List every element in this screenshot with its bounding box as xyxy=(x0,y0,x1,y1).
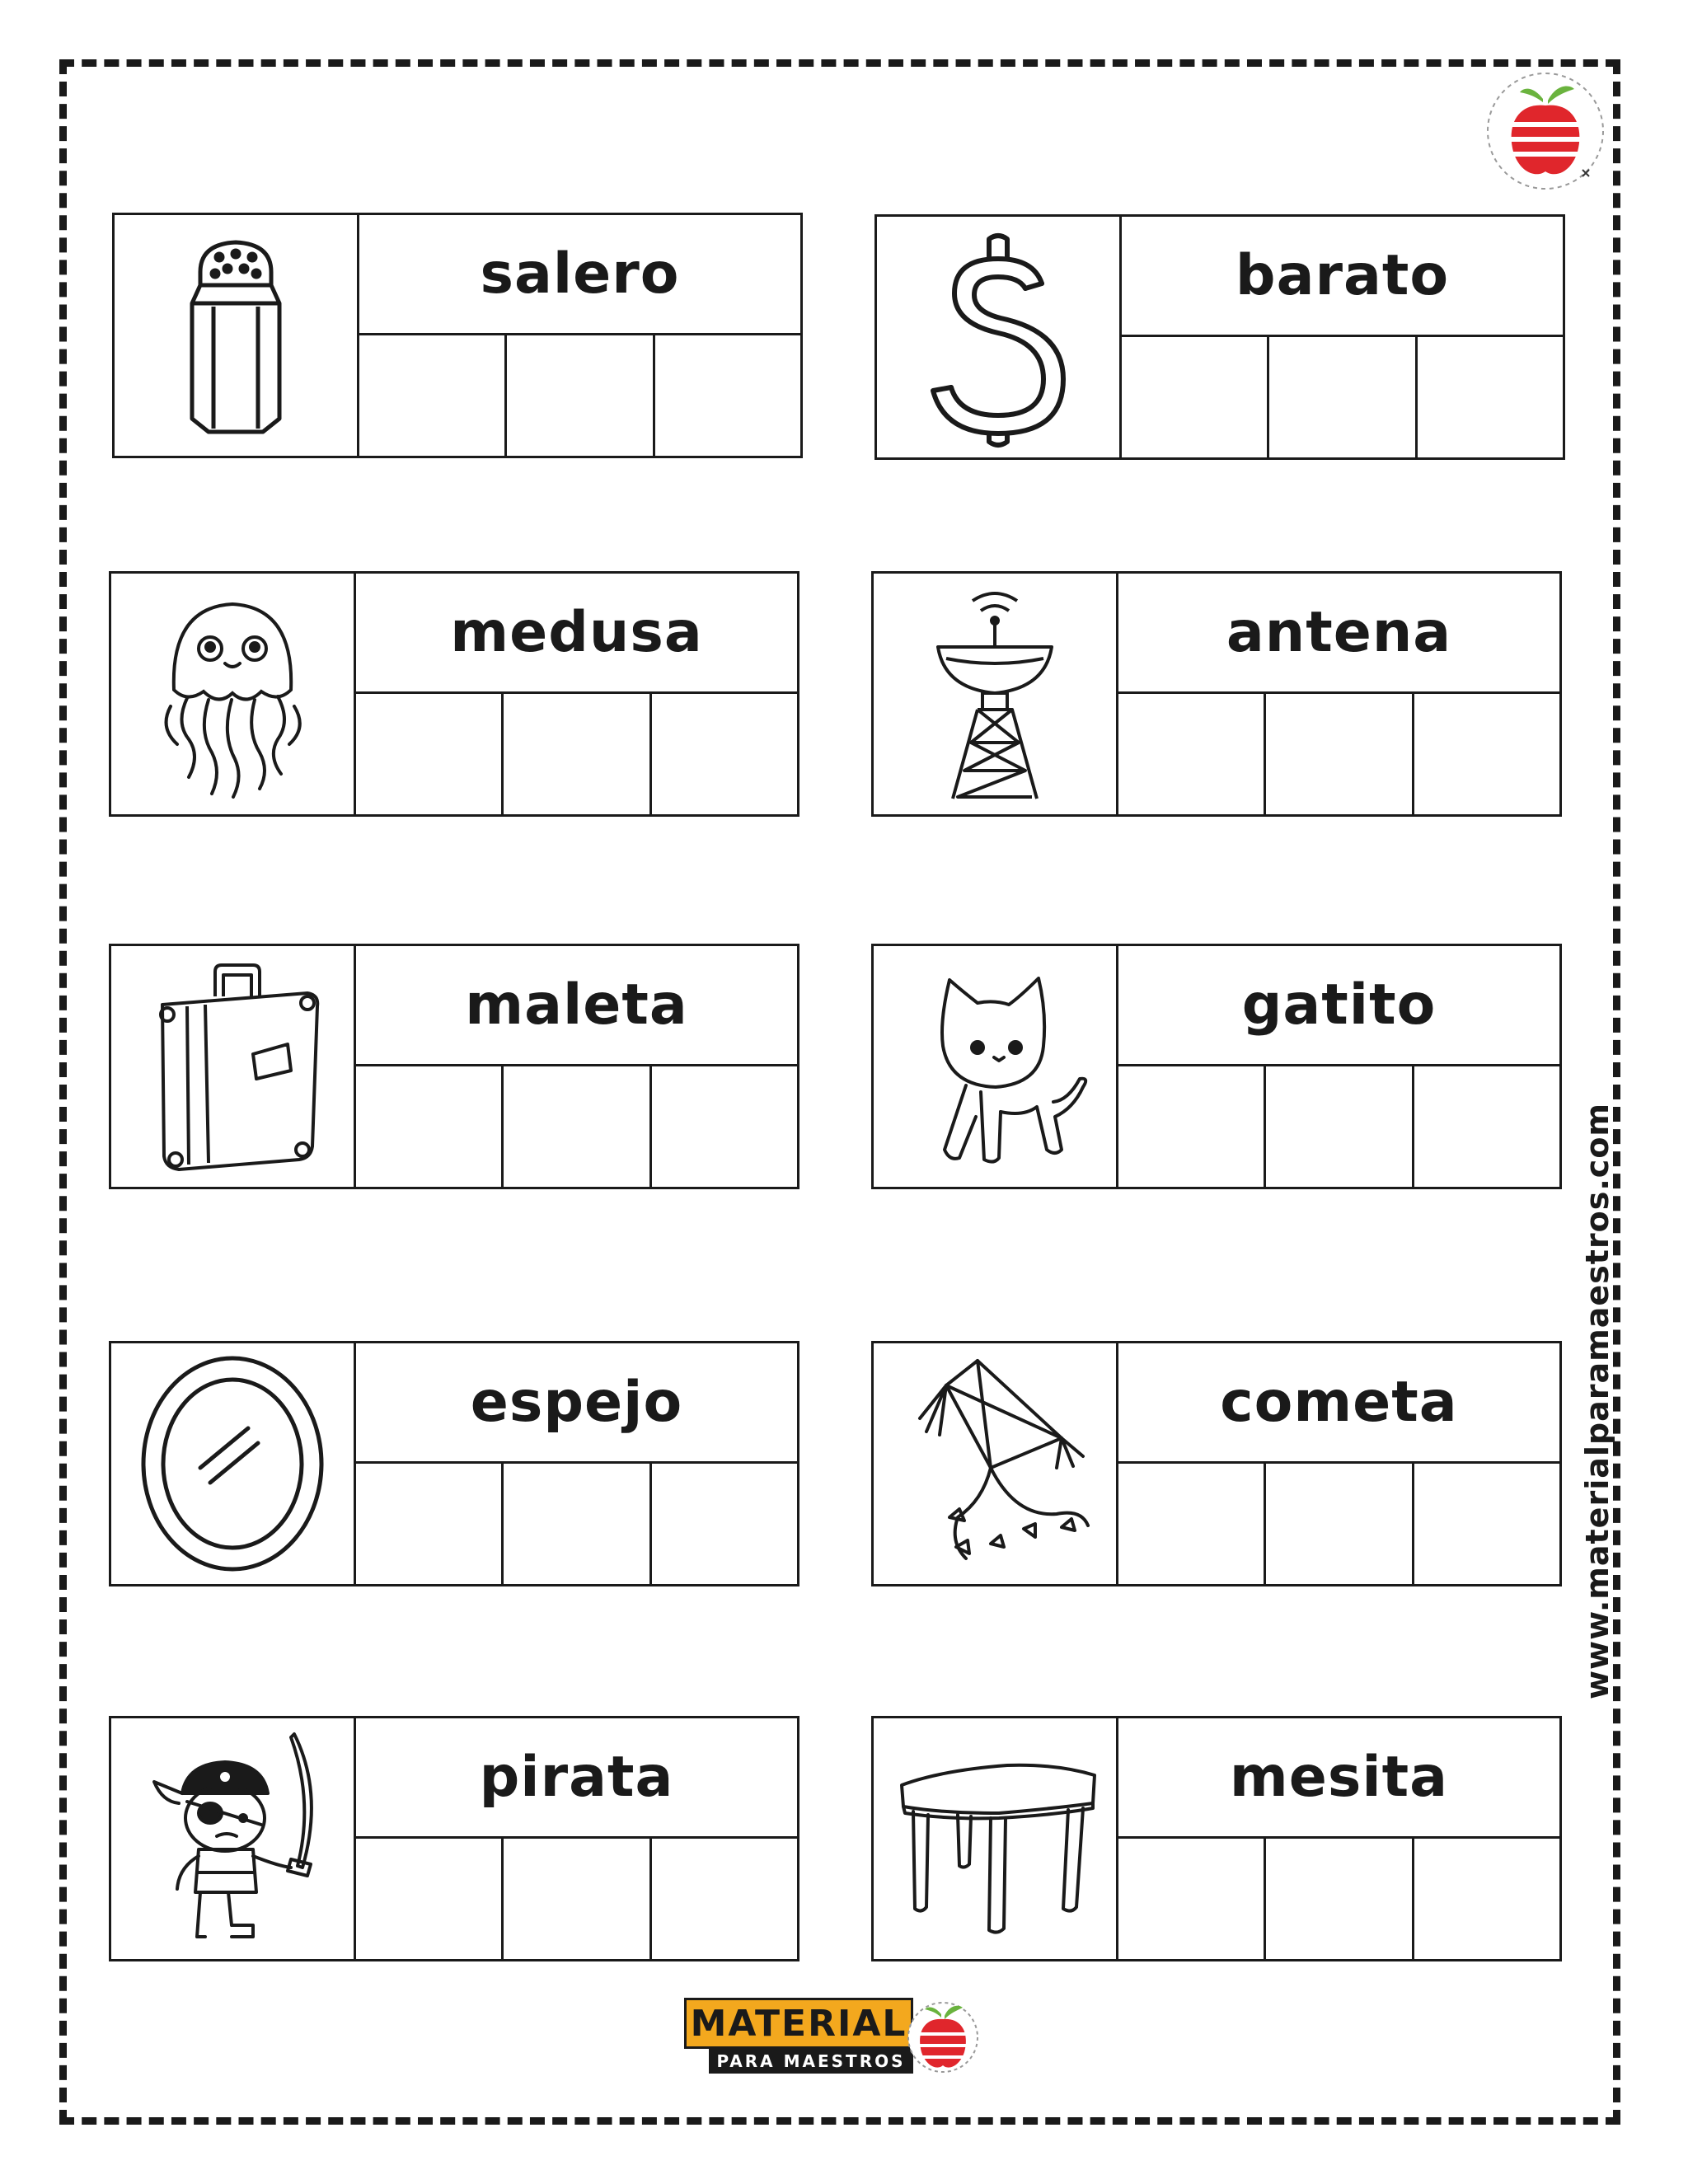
brand-logo xyxy=(684,1994,981,2077)
card-word: pirata xyxy=(479,1745,674,1810)
syllable-boxes xyxy=(1118,694,1559,814)
syllable-box[interactable] xyxy=(1118,1464,1266,1584)
word-card-medusa xyxy=(109,571,799,817)
card-word: cometa xyxy=(1220,1370,1458,1435)
picture-cell xyxy=(874,946,1118,1187)
card-word: barato xyxy=(1235,243,1450,308)
word-card-espejo xyxy=(109,1341,799,1586)
syllable-box[interactable] xyxy=(1414,1464,1559,1584)
syllable-box[interactable] xyxy=(1414,694,1559,814)
kitten-icon xyxy=(892,955,1098,1178)
jellyfish-icon xyxy=(129,583,335,805)
card-word: gatito xyxy=(1241,972,1437,1038)
word-card-antena xyxy=(871,571,1562,817)
syllable-boxes xyxy=(1122,337,1563,457)
syllable-box[interactable] xyxy=(1118,1839,1266,1959)
antenna-icon xyxy=(892,583,1098,805)
syllable-box[interactable] xyxy=(652,1839,797,1959)
card-word: antena xyxy=(1226,600,1452,665)
syllable-box[interactable] xyxy=(356,1464,504,1584)
syllable-box[interactable] xyxy=(1418,337,1563,457)
card-word: mesita xyxy=(1229,1745,1449,1810)
word-label-row xyxy=(1118,946,1559,1066)
mirror-icon xyxy=(129,1352,335,1575)
syllable-box[interactable] xyxy=(504,694,651,814)
syllable-box[interactable] xyxy=(356,694,504,814)
card-word: salero xyxy=(480,241,680,307)
word-card-maleta xyxy=(109,944,799,1189)
kite-icon xyxy=(892,1352,1098,1575)
picture-cell xyxy=(111,574,356,814)
card-word: espejo xyxy=(470,1370,683,1435)
syllable-box[interactable] xyxy=(1118,1066,1266,1187)
brand-tagline: PARA MAESTROS xyxy=(709,2049,913,2074)
picture-cell xyxy=(111,1718,356,1959)
pirate-icon xyxy=(129,1727,335,1950)
syllable-box[interactable] xyxy=(652,694,797,814)
word-card-gatito xyxy=(871,944,1562,1189)
card-word: medusa xyxy=(450,600,703,665)
syllable-box[interactable] xyxy=(504,1839,651,1959)
brand-name: MATERIAL xyxy=(690,2002,907,2045)
salt-shaker-icon xyxy=(133,224,339,447)
syllable-box[interactable] xyxy=(1266,1464,1414,1584)
apple-logo-icon xyxy=(1484,69,1607,193)
syllable-boxes xyxy=(356,1839,797,1959)
word-card-barato xyxy=(874,214,1565,460)
syllable-box[interactable] xyxy=(652,1464,797,1584)
syllable-box[interactable] xyxy=(359,335,507,456)
syllable-boxes xyxy=(359,335,800,456)
table-icon xyxy=(892,1727,1098,1950)
word-label-row xyxy=(359,215,800,335)
picture-cell xyxy=(115,215,359,456)
syllable-box[interactable] xyxy=(356,1839,504,1959)
picture-cell xyxy=(111,946,356,1187)
syllable-box[interactable] xyxy=(504,1066,651,1187)
syllable-box[interactable] xyxy=(1266,1839,1414,1959)
apple-logo-icon xyxy=(905,1994,981,2077)
syllable-boxes xyxy=(356,1464,797,1584)
word-card-cometa xyxy=(871,1341,1562,1586)
word-card-salero xyxy=(112,213,803,458)
website-url: www.materialparamaestros.com xyxy=(1579,1102,1615,1700)
word-label-row xyxy=(1118,1718,1559,1839)
syllable-box[interactable] xyxy=(1122,337,1269,457)
word-label-row xyxy=(356,574,797,694)
syllable-box[interactable] xyxy=(652,1066,797,1187)
word-label-row xyxy=(1118,574,1559,694)
brand-name-plate xyxy=(684,1998,913,2049)
picture-cell xyxy=(874,574,1118,814)
syllable-boxes xyxy=(1118,1839,1559,1959)
card-word: maleta xyxy=(465,972,688,1038)
word-label-row xyxy=(356,1718,797,1839)
word-label-row xyxy=(356,946,797,1066)
syllable-box[interactable] xyxy=(356,1066,504,1187)
word-card-pirata xyxy=(109,1716,799,1961)
syllable-boxes xyxy=(356,694,797,814)
syllable-boxes xyxy=(1118,1464,1559,1584)
picture-cell xyxy=(874,1343,1118,1584)
word-label-row xyxy=(1122,217,1563,337)
syllable-box[interactable] xyxy=(655,335,800,456)
syllable-box[interactable] xyxy=(1118,694,1266,814)
syllable-boxes xyxy=(1118,1066,1559,1187)
word-card-mesita xyxy=(871,1716,1562,1961)
picture-cell xyxy=(874,1718,1118,1959)
picture-cell xyxy=(877,217,1122,457)
syllable-box[interactable] xyxy=(504,1464,651,1584)
suitcase-icon xyxy=(129,955,335,1178)
syllable-box[interactable] xyxy=(1269,337,1417,457)
word-label-row xyxy=(356,1343,797,1464)
picture-cell xyxy=(111,1343,356,1584)
syllable-boxes xyxy=(356,1066,797,1187)
syllable-box[interactable] xyxy=(507,335,654,456)
syllable-box[interactable] xyxy=(1414,1839,1559,1959)
syllable-box[interactable] xyxy=(1266,1066,1414,1187)
word-label-row xyxy=(1118,1343,1559,1464)
syllable-box[interactable] xyxy=(1266,694,1414,814)
syllable-box[interactable] xyxy=(1414,1066,1559,1187)
dollar-sign-icon xyxy=(895,226,1101,448)
